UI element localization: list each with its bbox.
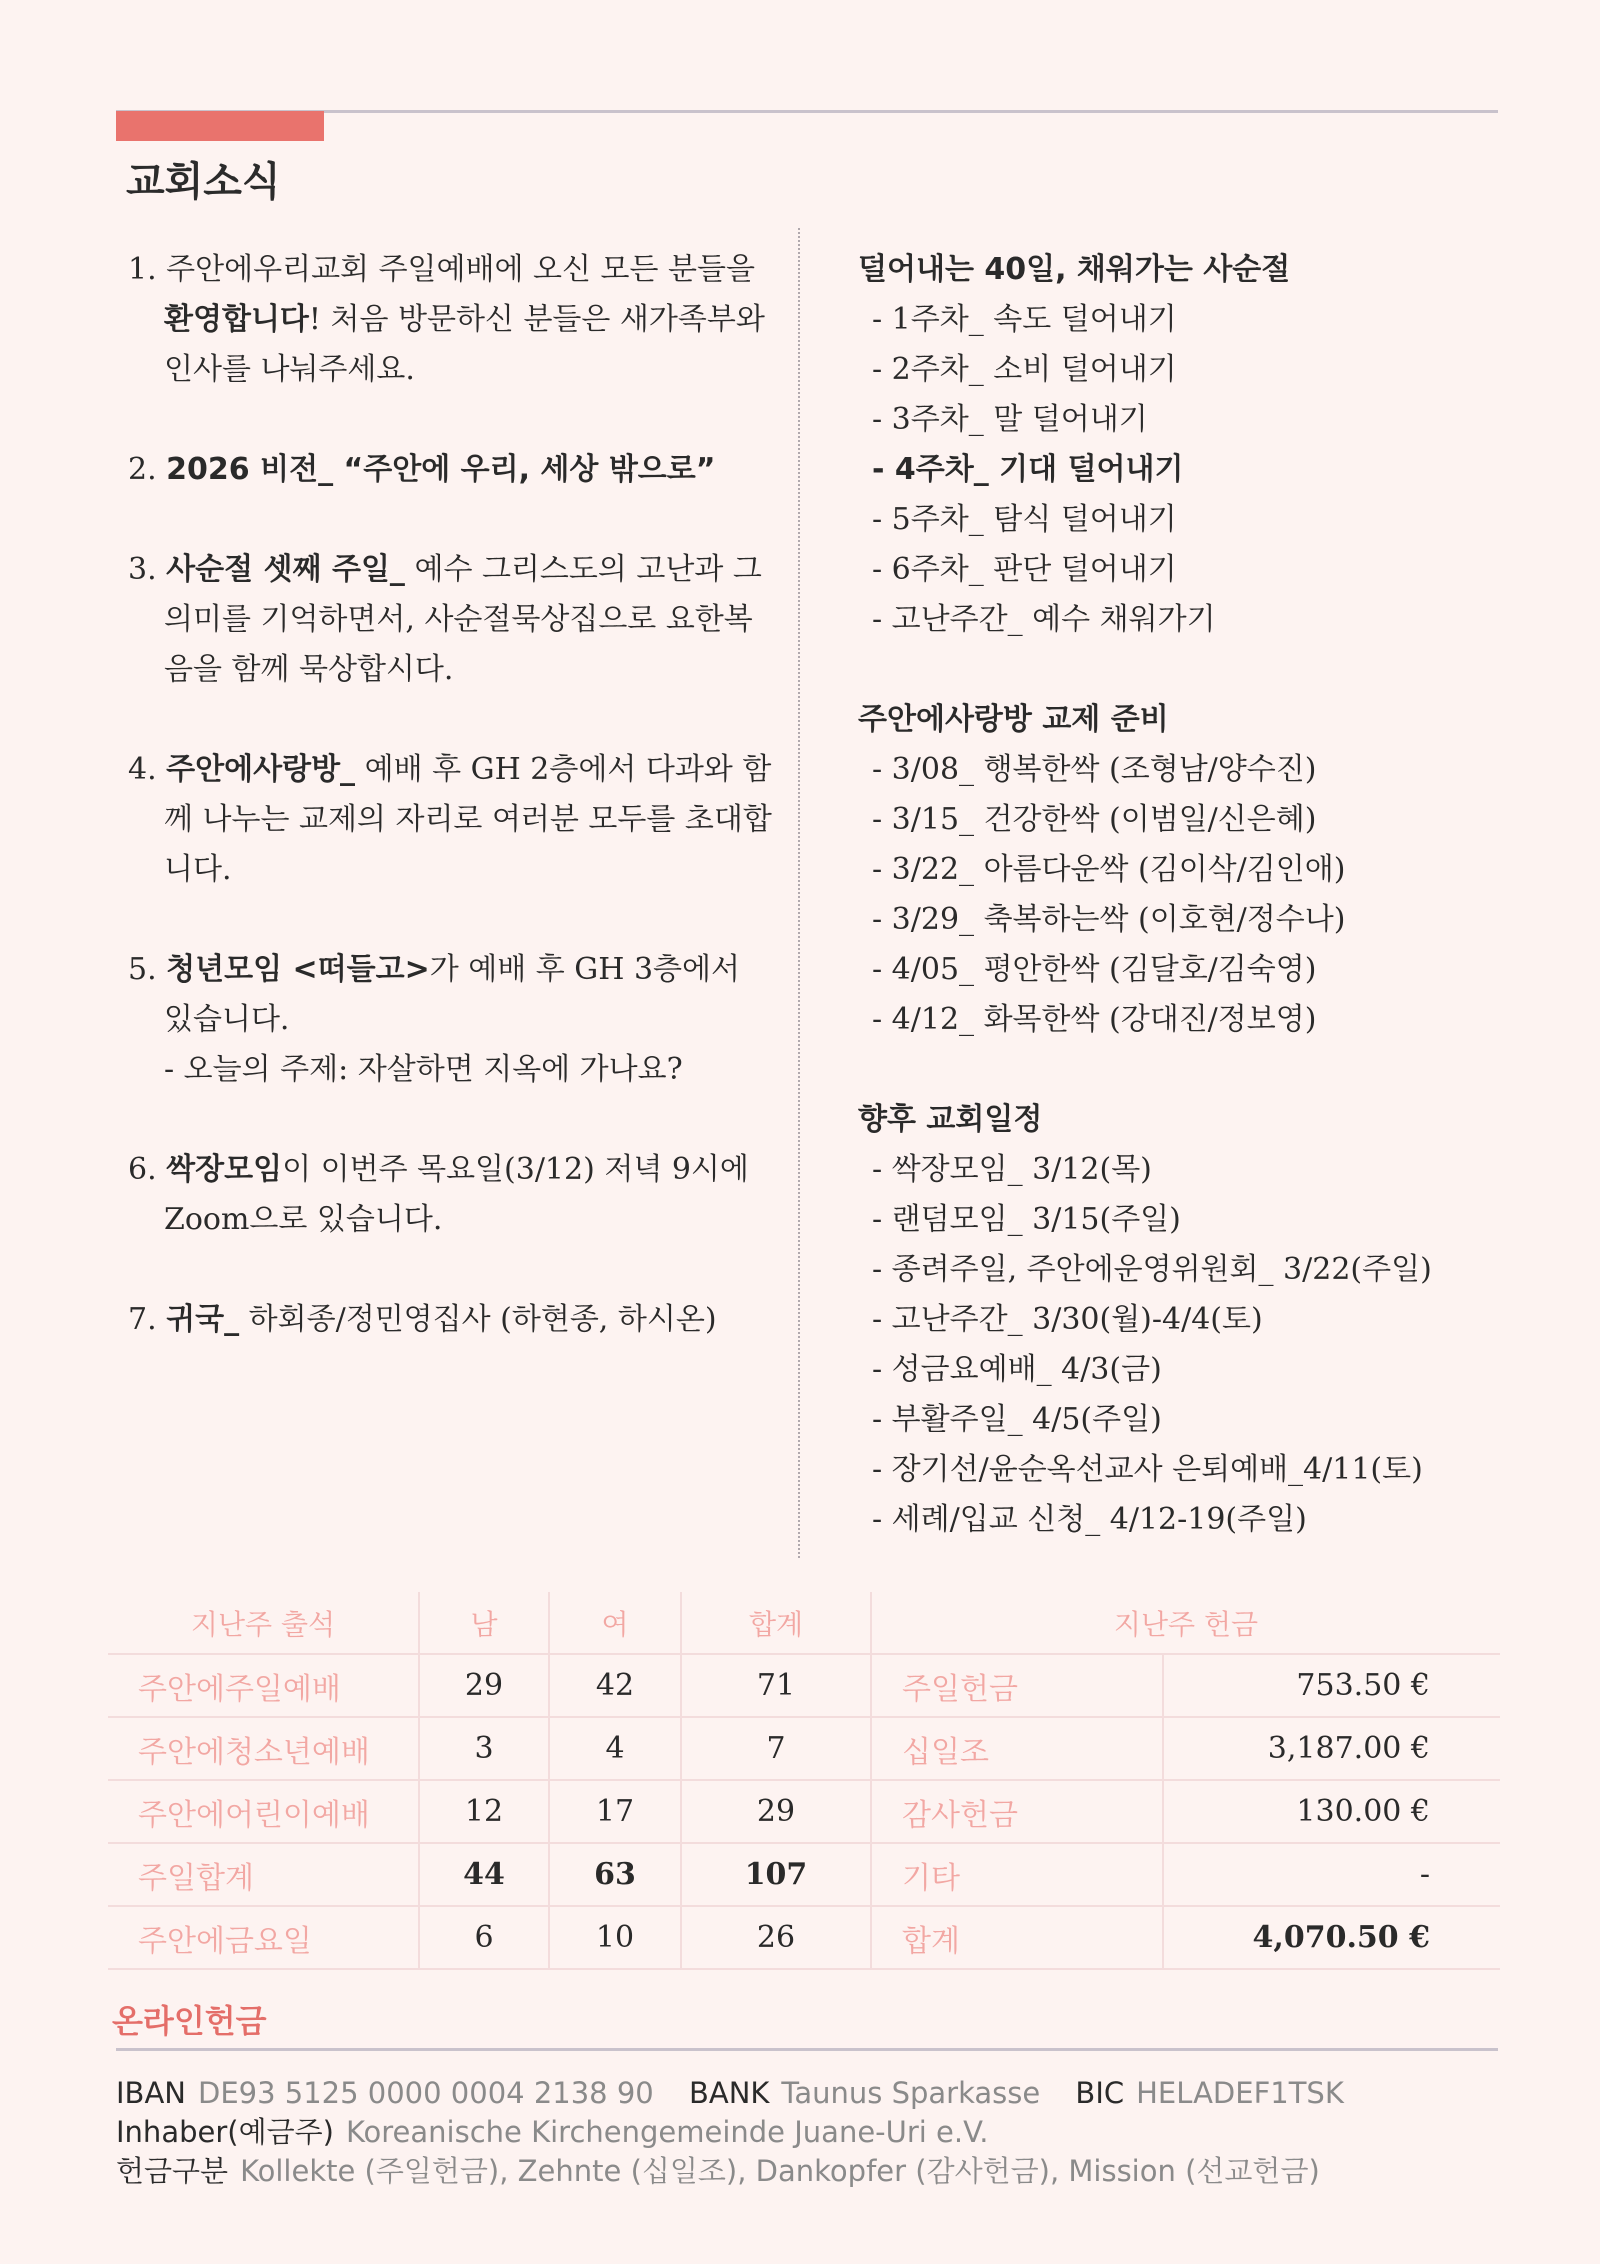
female-count: 63 — [549, 1843, 681, 1906]
bank-details — [116, 2074, 1344, 2191]
list-item: - 장기선/윤순옥선교사 은퇴예배_4/11(토) — [872, 1452, 1423, 1487]
bank-line-1 — [116, 2074, 1344, 2113]
offering-header: 지난주 헌금 — [871, 1592, 1500, 1654]
attendance-offering-table — [108, 1592, 1500, 1970]
attendance-header: 지난주 출석 — [108, 1592, 419, 1654]
online-offering-title: 온라인헌금 — [112, 2002, 267, 2040]
table-row-total — [108, 1843, 1500, 1906]
bank-value: Taunus Sparkasse — [781, 2076, 1041, 2110]
total-header: 합계 — [681, 1592, 871, 1654]
row-label: 주일합계 — [108, 1843, 419, 1906]
bank-line-2 — [116, 2113, 1344, 2152]
male-count: 6 — [419, 1906, 549, 1969]
offering-label: 감사헌금 — [871, 1780, 1163, 1843]
male-count: 44 — [419, 1843, 549, 1906]
offering-label: 기타 — [871, 1843, 1163, 1906]
list-item: - 랜덤모임_ 3/15(주일) — [872, 1202, 1181, 1237]
bank-line-3 — [116, 2152, 1344, 2191]
list-item: - 4/05_ 평안한싹 (김달호/김숙영) — [872, 952, 1317, 987]
female-header: 여 — [549, 1592, 681, 1654]
list-item: - 6주차_ 판단 덜어내기 — [872, 552, 1177, 587]
offering-amount: 753.50 € — [1163, 1654, 1500, 1717]
purpose-label: 헌금구분 — [116, 2154, 229, 2188]
sarangbang-title: 주안에사랑방 교제 준비 — [858, 702, 1169, 737]
news-item-5-topic: - 오늘의 주제: 자살하면 지옥에 가나요? — [164, 1052, 683, 1087]
female-count: 4 — [549, 1717, 681, 1780]
news-item-6: 6. 싹장모임이 이번주 목요일(3/12) 저녁 9시에 Zoom으로 있습니다. — [128, 1152, 749, 1237]
column-divider — [798, 228, 800, 1558]
iban-label: IBAN — [116, 2076, 186, 2110]
total-count: 29 — [681, 1780, 871, 1843]
list-item: - 3/15_ 건강한싹 (이범일/신은혜) — [872, 802, 1317, 837]
news-item-1: 1. 주안에우리교회 주일예배에 오신 모든 분들을 환영합니다! 처음 방문하신 분들은 새가족부와 인사를 나눠주세요. — [128, 252, 765, 387]
schedule-title: 향후 교회일정 — [858, 1102, 1043, 1137]
offering-amount: 3,187.00 € — [1163, 1717, 1500, 1780]
holder-value: Koreanische Kirchengemeinde Juane-Uri e.V. — [345, 2115, 989, 2149]
table-row — [108, 1654, 1500, 1717]
right-column — [858, 245, 1498, 1595]
news-item-2: 2. 2026 비전_ “주안에 우리, 세상 밖으로” — [128, 452, 716, 487]
news-item-3: 3. 사순절 셋째 주일_ 예수 그리스도의 고난과 그 의미를 기억하면서, 사순절묵상집으로 요한복음을 함께 묵상합시다. — [128, 552, 762, 687]
lent-title: 덜어내는 40일, 채워가는 사순절 — [858, 252, 1291, 287]
list-item: - 3/29_ 축복하는싹 (이호현/정수나) — [872, 902, 1346, 937]
page-title: 교회소식 — [126, 159, 281, 205]
male-count: 3 — [419, 1717, 549, 1780]
purpose-value: Kollekte (주일헌금), Zehnte (십일조), Dankopfer (감사헌금), Mission (선교헌금) — [240, 2154, 1320, 2188]
online-rule — [116, 2048, 1498, 2051]
row-label: 주안에주일예배 — [108, 1654, 419, 1717]
offering-label: 주일헌금 — [871, 1654, 1163, 1717]
iban-value: DE93 5125 0000 0004 2138 90 — [197, 2076, 654, 2110]
list-item: - 세례/입교 신청_ 4/12-19(주일) — [872, 1502, 1307, 1537]
lent-list — [858, 295, 1498, 645]
row-label: 주안에청소년예배 — [108, 1717, 419, 1780]
news-item-4: 4. 주안에사랑방_ 예배 후 GH 2층에서 다과와 함께 나누는 교제의 자리로 여러분 모두를 초대합니다. — [128, 752, 772, 887]
bic-label: BIC — [1075, 2076, 1125, 2110]
list-item: - 3주차_ 말 덜어내기 — [872, 402, 1148, 437]
table-row — [108, 1906, 1500, 1969]
male-count: 29 — [419, 1654, 549, 1717]
list-item: - 고난주간_ 3/30(월)-4/4(토) — [872, 1302, 1263, 1337]
offering-amount: 130.00 € — [1163, 1780, 1500, 1843]
female-count: 17 — [549, 1780, 681, 1843]
list-item: - 3/08_ 행복한싹 (조형남/양수진) — [872, 752, 1317, 787]
offering-label: 십일조 — [871, 1717, 1163, 1780]
list-item: - 3/22_ 아름다운싹 (김이삭/김인애) — [872, 852, 1346, 887]
female-count: 42 — [549, 1654, 681, 1717]
news-item-7: 7. 귀국_ 하회종/정민영집사 (하현종, 하시온) — [128, 1302, 717, 1337]
total-count: 26 — [681, 1906, 871, 1969]
offering-amount: - — [1163, 1843, 1500, 1906]
bic-value: HELADEF1TSK — [1136, 2076, 1344, 2110]
bank-label: BANK — [688, 2076, 770, 2110]
total-count: 7 — [681, 1717, 871, 1780]
offering-total: 4,070.50 € — [1163, 1906, 1500, 1969]
sarangbang-list — [858, 745, 1498, 1045]
total-count: 71 — [681, 1654, 871, 1717]
title-accent-bar — [116, 111, 324, 141]
list-item-current: - 4주차_ 기대 덜어내기 — [872, 452, 1184, 487]
news-item-5: 5. 청년모임 <떠들고>가 예배 후 GH 3층에서 있습니다. - 오늘의 주제: 자살하면 지옥에 가나요? — [128, 945, 778, 1095]
table-row — [108, 1717, 1500, 1780]
list-item: - 고난주간_ 예수 채워가기 — [872, 602, 1216, 637]
list-item: - 5주차_ 탐식 덜어내기 — [872, 502, 1177, 537]
row-label: 주안에어린이예배 — [108, 1780, 419, 1843]
row-label: 주안에금요일 — [108, 1906, 419, 1969]
male-header: 남 — [419, 1592, 549, 1654]
table-header-row — [108, 1592, 1500, 1654]
list-item: - 부활주일_ 4/5(주일) — [872, 1402, 1162, 1437]
female-count: 10 — [549, 1906, 681, 1969]
total-count: 107 — [681, 1843, 871, 1906]
offering-label: 합계 — [871, 1906, 1163, 1969]
news-list — [128, 245, 778, 1395]
table-row — [108, 1780, 1500, 1843]
holder-label: Inhaber(예금주) — [116, 2115, 334, 2149]
schedule-list — [858, 1145, 1498, 1545]
list-item: - 2주차_ 소비 덜어내기 — [872, 352, 1177, 387]
list-item: - 1주차_ 속도 덜어내기 — [872, 302, 1177, 337]
list-item: - 싹장모임_ 3/12(목) — [872, 1152, 1152, 1187]
list-item: - 성금요예배_ 4/3(금) — [872, 1352, 1162, 1387]
list-item: - 4/12_ 화목한싹 (강대진/정보영) — [872, 1002, 1317, 1037]
male-count: 12 — [419, 1780, 549, 1843]
list-item: - 종려주일, 주안에운영위원회_ 3/22(주일) — [872, 1252, 1432, 1287]
